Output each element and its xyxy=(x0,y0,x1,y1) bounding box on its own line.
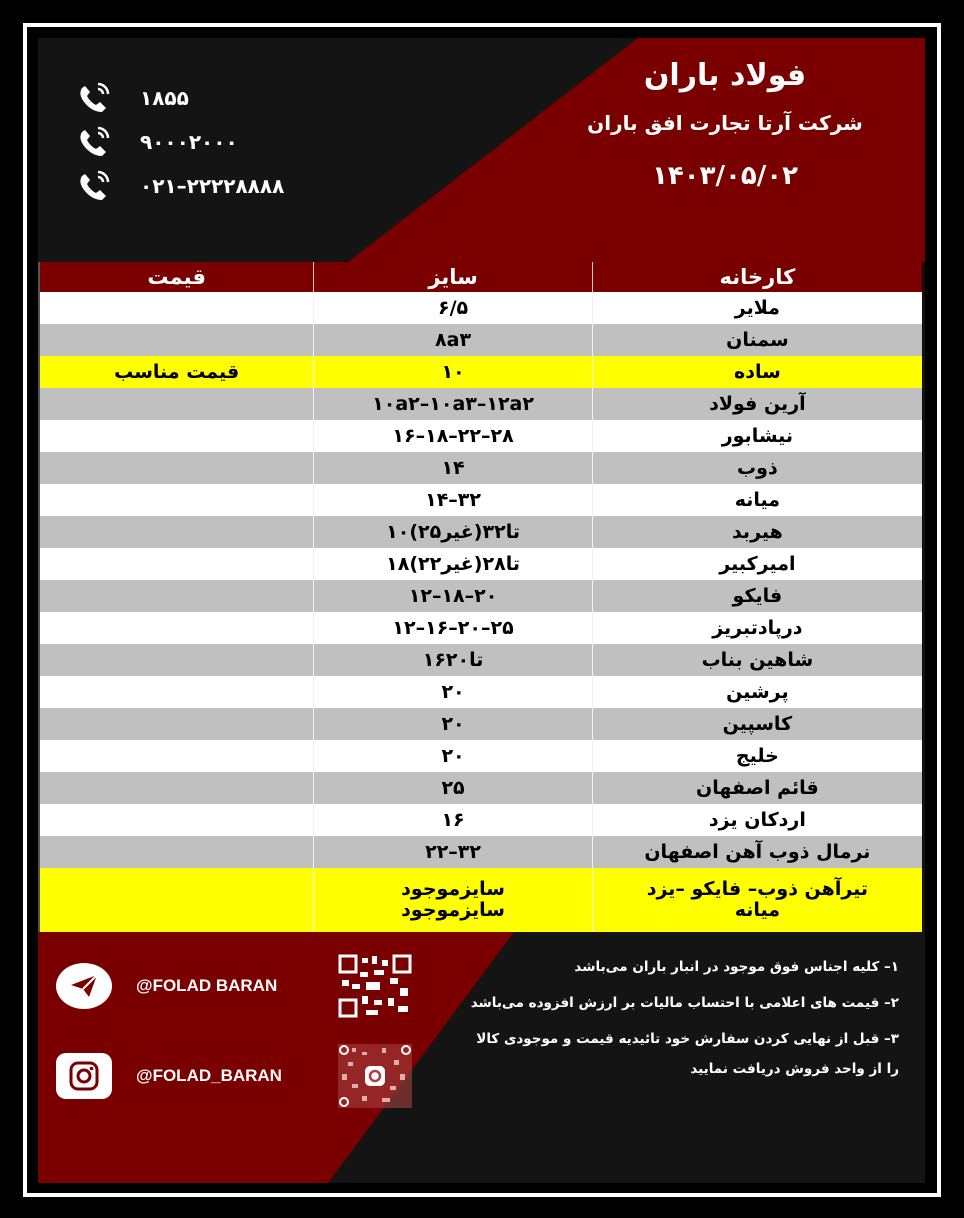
size-cell xyxy=(313,868,591,932)
price-cell xyxy=(40,420,313,452)
factory-line: میانه xyxy=(734,899,781,921)
table-row xyxy=(40,292,922,324)
note-item: ۳– قبل از نهایی کردن سفارش خود تائیدیه قیمت و موجودی کالا را از واحد فروش دریافت نمایید xyxy=(476,1031,899,1077)
price-cell xyxy=(40,676,313,708)
instagram-handle[interactable]: @FOLAD_BARAN xyxy=(136,1066,282,1085)
phone-item[interactable] xyxy=(76,76,284,120)
price-cell: قیمت مناسب xyxy=(114,360,240,383)
table-row xyxy=(40,516,922,548)
price-list-poster xyxy=(38,38,925,1183)
price-cell xyxy=(40,452,313,484)
factory-line: تیرآهن ذوب– فایکو –یزد xyxy=(646,878,869,901)
column-header-size: سایز xyxy=(313,262,591,292)
price-cell xyxy=(40,548,313,580)
size-line: سایزموجود xyxy=(401,899,505,921)
size-cell: ۲۰ xyxy=(313,708,591,740)
telegram-icon[interactable] xyxy=(56,963,112,1009)
price-cell xyxy=(40,868,313,932)
factory-cell: پرشین xyxy=(592,676,922,708)
factory-cell: نرمال ذوب آهن اصفهان xyxy=(592,836,922,868)
factory-cell: کاسپین xyxy=(592,708,922,740)
telegram-contact[interactable] xyxy=(56,954,412,1018)
column-header-price: قیمت xyxy=(147,265,207,289)
phone-list xyxy=(76,76,284,208)
table-row xyxy=(40,580,922,612)
phone-number: ۱۸۵۵ xyxy=(140,86,189,110)
factory-cell: نیشابور xyxy=(592,420,922,452)
table-row xyxy=(40,708,922,740)
size-cell: ۱۶ xyxy=(313,804,591,836)
factory-cell: اردکان یزد xyxy=(592,804,922,836)
factory-cell: ساده xyxy=(592,356,922,388)
phone-item[interactable] xyxy=(76,164,284,208)
factory-cell: ملایر xyxy=(592,292,922,324)
size-cell: ۶/۵ xyxy=(313,292,591,324)
table-row xyxy=(40,676,922,708)
size-cell: ۱۶تا۲۰ xyxy=(313,644,591,676)
phone-icon xyxy=(76,80,116,116)
size-cell: ۱۴–۳۲ xyxy=(313,484,591,516)
size-cell: ۱۰a۲–۱۰a۳–۱۲a۲ xyxy=(313,388,591,420)
table-row-final xyxy=(40,868,922,932)
phone-icon xyxy=(76,124,116,160)
table-row xyxy=(40,612,922,644)
price-cell xyxy=(40,740,313,772)
factory-cell: ذوب xyxy=(592,452,922,484)
price-cell xyxy=(40,580,313,612)
size-cell: ۱۰ xyxy=(313,356,591,388)
phone-number: ۹۰۰۰۲۰۰۰ xyxy=(140,130,238,154)
factory-cell: سمنان xyxy=(592,324,922,356)
factory-cell xyxy=(592,868,922,932)
factory-cell: قائم اصفهان xyxy=(592,772,922,804)
instagram-contact[interactable] xyxy=(56,1044,412,1108)
price-table xyxy=(40,262,922,932)
table-row xyxy=(40,772,922,804)
factory-cell: هیربد xyxy=(592,516,922,548)
instagram-qr-code[interactable] xyxy=(338,1044,412,1108)
table-row xyxy=(40,644,922,676)
price-cell xyxy=(40,804,313,836)
table-body xyxy=(40,292,922,868)
phone-icon xyxy=(76,168,116,204)
note-item: ۲– قیمت های اعلامی با احتساب مالیات بر ارزش افزوده می‌باشد xyxy=(470,995,899,1011)
table-row xyxy=(40,740,922,772)
size-cell: ۱۸تا۲۸(غیر۲۲) xyxy=(313,548,591,580)
size-cell: ۲۵ xyxy=(313,772,591,804)
phone-item[interactable] xyxy=(76,120,284,164)
table-row xyxy=(40,420,922,452)
note-item: ۱– کلیه اجناس فوق موجود در انبار باران می‌باشد xyxy=(574,959,899,975)
brand-block xyxy=(545,52,905,191)
table-row xyxy=(40,452,922,484)
table-row xyxy=(40,804,922,836)
brand-title: فولاد باران xyxy=(643,58,807,93)
table-header xyxy=(40,262,922,292)
size-cell: ۱۰تا۳۲(غیر۲۵) xyxy=(313,516,591,548)
price-cell xyxy=(40,388,313,420)
column-header-factory: کارخانه xyxy=(592,262,922,292)
price-cell xyxy=(40,484,313,516)
size-cell: ۸a۳ xyxy=(313,324,591,356)
factory-cell: فایکو xyxy=(592,580,922,612)
price-cell xyxy=(40,324,313,356)
factory-cell: آرین فولاد xyxy=(592,388,922,420)
price-cell xyxy=(40,644,313,676)
price-cell xyxy=(40,708,313,740)
size-cell: ۲۲–۳۲ xyxy=(313,836,591,868)
price-cell xyxy=(40,772,313,804)
price-cell xyxy=(40,292,313,324)
factory-cell: امیرکبیر xyxy=(592,548,922,580)
footer xyxy=(38,932,925,1183)
size-cell: ۱۲–۱۸–۲۰ xyxy=(313,580,591,612)
table-row xyxy=(40,388,922,420)
table-row xyxy=(40,484,922,516)
factory-cell: میانه xyxy=(592,484,922,516)
company-name: شرکت آرتا تجارت افق باران xyxy=(587,111,863,135)
factory-cell: خلیج xyxy=(592,740,922,772)
table-row xyxy=(40,548,922,580)
size-cell: ۲۰ xyxy=(313,740,591,772)
table-row xyxy=(40,356,922,388)
size-cell: ۲۰ xyxy=(313,676,591,708)
table-row xyxy=(40,324,922,356)
date: ۱۴۰۳/۰۵/۰۲ xyxy=(652,161,798,191)
phone-number: ۰۲۱–۲۲۲۲۸۸۸۸ xyxy=(140,174,285,198)
price-cell xyxy=(40,612,313,644)
instagram-icon[interactable] xyxy=(56,1053,112,1099)
size-cell: ۱۴ xyxy=(313,452,591,484)
header xyxy=(38,38,925,262)
factory-cell: درپادتبریز xyxy=(592,612,922,644)
price-cell xyxy=(40,836,313,868)
notes-list xyxy=(469,952,899,1090)
size-cell: ۱۶–۱۸–۲۲–۲۸ xyxy=(313,420,591,452)
telegram-handle[interactable]: @FOLAD BARAN xyxy=(136,976,278,995)
size-cell: ۱۲–۱۶–۲۰–۲۵ xyxy=(313,612,591,644)
size-line: سایزموجود xyxy=(401,878,505,901)
factory-cell: شاهین بناب xyxy=(592,644,922,676)
telegram-qr-code[interactable] xyxy=(338,954,412,1018)
table-row xyxy=(40,836,922,868)
price-cell xyxy=(40,516,313,548)
